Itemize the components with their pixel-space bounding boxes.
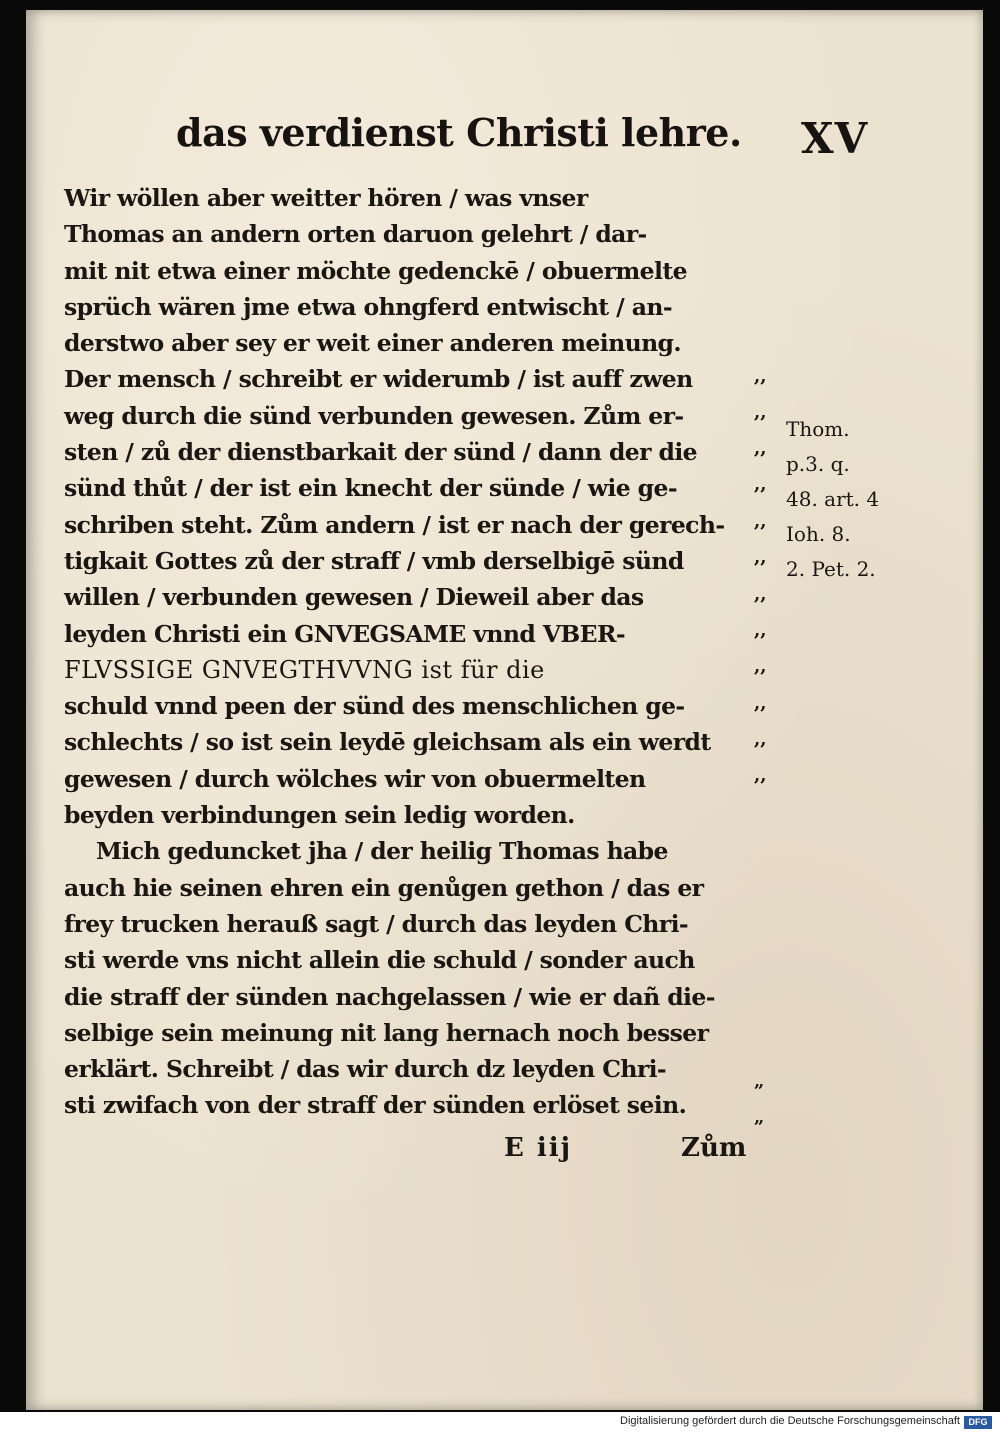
text-line: sti zwifach von der straff der sünden erlöset sein.	[64, 1091, 687, 1120]
margin-note: Ioh. 8.	[786, 522, 851, 546]
text-line: tigkait Gottes zů der straff / vmb derselbigē sünd	[64, 546, 684, 575]
dfg-logo-icon: DFG	[964, 1416, 992, 1429]
margin-note: 2. Pet. 2.	[786, 557, 876, 581]
quote-mark: ,,	[754, 402, 767, 423]
text-line: FLVSSIGE GNVEGTHVVNG ist für die	[64, 655, 545, 684]
quote-mark: ,,	[754, 656, 767, 677]
quote-mark: ,,	[754, 438, 767, 459]
text-line: Der mensch / schreibt er widerumb / ist auff zwen	[64, 365, 693, 394]
folio-number: XV	[801, 114, 869, 163]
text-line: beyden verbindungen sein ledig worden.	[64, 801, 575, 830]
quote-mark: ,,	[754, 765, 767, 786]
text-line: auch hie seinen ehren ein genůgen gethon / das er	[64, 873, 704, 902]
signature-mark: E iij	[504, 1133, 573, 1163]
text-line: mit nit etwa einer möchte gedenckē / obuermelte	[64, 256, 687, 285]
text-line: gewesen / durch wölches wir von obuermelten	[64, 764, 646, 793]
quote-mark: „	[754, 1107, 765, 1128]
margin-note: Thom.	[786, 417, 850, 441]
text-line: Mich geduncket jha / der heilig Thomas habe	[96, 837, 668, 866]
text-line: willen / verbunden gewesen / Dieweil aber das	[64, 583, 644, 612]
text-line: Thomas an andern orten daruon gelehrt / dar-	[64, 220, 647, 249]
text-line: weg durch die sünd verbunden gewesen. Zům er-	[64, 401, 684, 430]
text-line: selbige sein meinung nit lang hernach noch besser	[64, 1018, 709, 1047]
text-line: schlechts / so ist sein leydē gleichsam als ein werdt	[64, 728, 711, 757]
quote-mark: ,,	[754, 620, 767, 641]
quote-mark: „	[754, 1071, 765, 1092]
text-line: die straff der sünden nachgelassen / wie er dañ die-	[64, 982, 715, 1011]
text-line: derstwo aber sey er weit einer anderen meinung.	[64, 329, 681, 358]
text-line: sti werde vns nicht allein die schuld / sonder auch	[64, 946, 695, 975]
text-line: sünd thůt / der ist ein knecht der sünde / wie ge-	[64, 474, 677, 503]
margin-note: p.3. q.	[786, 452, 850, 476]
text-line: sprüch wären jme etwa ohngferd entwischt / an-	[64, 292, 672, 321]
running-header: das verdienst Christi lehre.	[176, 110, 742, 155]
text-line: sten / zů der dienstbarkait der sünd / dann der die	[64, 438, 698, 467]
quote-mark: ,,	[754, 474, 767, 495]
body-text	[64, 180, 764, 1124]
text-line: leyden Christi ein GNVEGSAME vnnd VBER-	[64, 619, 626, 648]
footer-credit: Digitalisierung gefördert durch die Deutsche Forschungsgemeinschaft	[620, 1415, 960, 1427]
quote-mark: ,,	[754, 729, 767, 750]
text-line: frey trucken herauß sagt / durch das leyden Chri-	[64, 909, 689, 938]
book-page	[26, 10, 983, 1410]
catchword: Zům	[681, 1133, 747, 1163]
quote-mark: ,,	[754, 366, 767, 387]
margin-note: 48. art. 4	[786, 487, 880, 511]
quote-mark: ,,	[754, 693, 767, 714]
text-line: schuld vnnd peen der sünd des menschlichen ge-	[64, 692, 685, 721]
quote-mark: ,,	[754, 547, 767, 568]
text-line: schriben steht. Zům andern / ist er nach der gerech-	[64, 510, 725, 539]
text-line: erklärt. Schreibt / das wir durch dz leyden Chri-	[64, 1055, 667, 1084]
text-line: Wir wöllen aber weitter hören / was vnser	[64, 184, 588, 212]
margin-notes	[786, 412, 896, 587]
quote-mark: ,,	[754, 584, 767, 605]
quote-mark: ,,	[754, 511, 767, 532]
